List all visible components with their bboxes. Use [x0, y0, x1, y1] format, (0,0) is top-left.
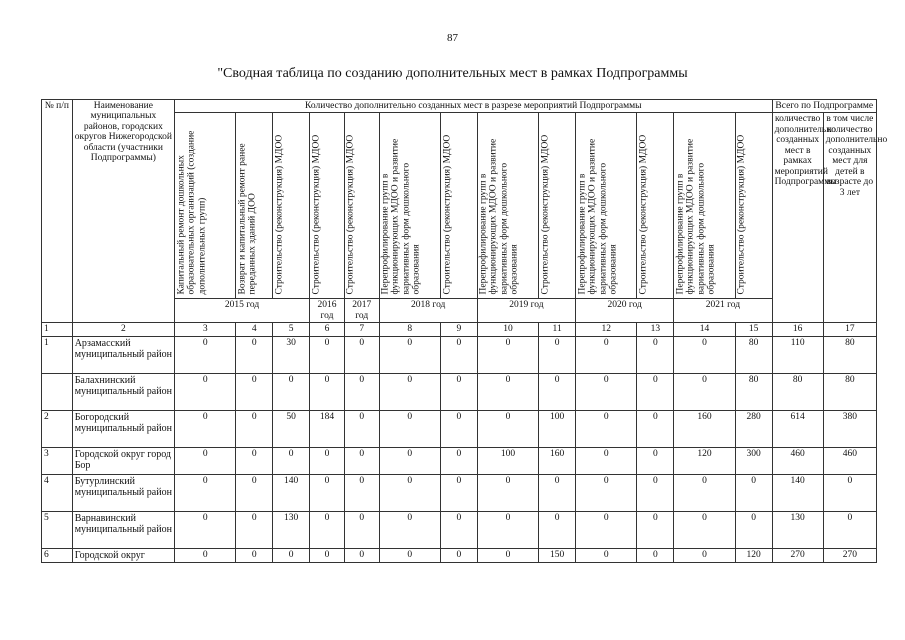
header-measure-14 — [674, 113, 735, 299]
row-value: 270 — [772, 548, 823, 563]
row-value: 100 — [477, 447, 538, 474]
column-number: 7 — [344, 323, 379, 336]
row-index: 1 — [42, 336, 73, 373]
row-value: 0 — [236, 336, 273, 373]
header-measure-label: Перепрофилирование групп в функционирующих МДОО и развитие вариативных форм дошкольного образования — [380, 138, 422, 295]
document-title: "Сводная таблица по созданию дополнительных мест в рамках Подпрограммы — [217, 66, 688, 81]
column-number: 4 — [236, 323, 273, 336]
header-measure-4 — [236, 113, 273, 299]
row-value: 50 — [273, 410, 310, 447]
header-measure-label: Перепрофилирование групп в функционирующих МДОО и развитие вариативных форм дошкольного образования — [478, 138, 521, 295]
page-number: 87 — [447, 32, 458, 44]
column-number: 13 — [637, 323, 674, 336]
row-index: 4 — [42, 474, 73, 511]
row-value: 0 — [477, 474, 538, 511]
row-value: 0 — [441, 410, 478, 447]
header-year: 2021 год — [674, 299, 772, 323]
row-value: 130 — [273, 511, 310, 548]
column-number: 6 — [310, 323, 345, 336]
header-measure-12 — [576, 113, 637, 299]
row-value: 0 — [236, 511, 273, 548]
header-year: 2019 год — [477, 299, 575, 323]
row-value: 80 — [735, 373, 772, 410]
row-value: 0 — [576, 511, 637, 548]
row-value: 184 — [310, 410, 345, 447]
row-value: 0 — [823, 474, 876, 511]
row-value: 110 — [772, 336, 823, 373]
row-value: 0 — [175, 336, 236, 373]
column-number: 10 — [477, 323, 538, 336]
row-value: 0 — [637, 373, 674, 410]
table-row — [42, 474, 877, 511]
row-value: 0 — [344, 447, 379, 474]
row-index: 6 — [42, 548, 73, 563]
row-value: 0 — [539, 474, 576, 511]
row-value: 30 — [273, 336, 310, 373]
row-value: 0 — [236, 410, 273, 447]
row-value: 0 — [637, 548, 674, 563]
row-value: 0 — [477, 410, 538, 447]
row-value: 0 — [379, 548, 440, 563]
row-value: 0 — [674, 511, 735, 548]
row-value: 0 — [175, 474, 236, 511]
row-value: 300 — [735, 447, 772, 474]
row-index — [42, 373, 73, 410]
row-value: 0 — [674, 336, 735, 373]
row-value: 160 — [674, 410, 735, 447]
header-col-name: Наименование муниципальных районов, городских округов Нижегородской области (участники Подпрограммы) — [72, 100, 174, 323]
row-value: 0 — [344, 511, 379, 548]
row-value: 0 — [379, 410, 440, 447]
header-year: 2018 год — [379, 299, 477, 323]
row-value: 0 — [379, 336, 440, 373]
column-number: 16 — [772, 323, 823, 336]
header-measure-5 — [273, 113, 310, 299]
table-row — [42, 410, 877, 447]
row-value: 0 — [674, 373, 735, 410]
header-measure-label: Капитальный ремонт дошкольных образовательных организаций (создание дополнительных групп) — [176, 130, 207, 295]
row-value: 0 — [441, 447, 478, 474]
row-value: 0 — [637, 410, 674, 447]
row-value: 280 — [735, 410, 772, 447]
column-number: 1 — [42, 323, 73, 336]
header-group-title: Количество дополнительно созданных мест в разрезе мероприятий Подпрограммы — [175, 100, 773, 113]
row-value: 0 — [735, 474, 772, 511]
header-year: 2015 год — [175, 299, 310, 323]
row-municipality-name: Балахнинский муниципальный район — [72, 373, 174, 410]
header-row-1 — [42, 100, 877, 113]
row-value: 0 — [674, 548, 735, 563]
column-number: 3 — [175, 323, 236, 336]
row-value: 0 — [236, 373, 273, 410]
row-value: 0 — [236, 447, 273, 474]
row-value: 0 — [310, 474, 345, 511]
row-value: 0 — [539, 511, 576, 548]
row-value: 0 — [576, 548, 637, 563]
header-measure-label: Строительство (реконструкция) МДОО — [540, 134, 551, 295]
row-value: 0 — [477, 548, 538, 563]
row-value: 614 — [772, 410, 823, 447]
row-value: 140 — [273, 474, 310, 511]
row-value: 0 — [273, 447, 310, 474]
header-measure-11 — [539, 113, 576, 299]
row-value: 0 — [539, 336, 576, 373]
row-value: 0 — [379, 474, 440, 511]
row-value: 0 — [576, 336, 637, 373]
column-number: 15 — [735, 323, 772, 336]
row-value: 0 — [310, 447, 345, 474]
header-measure-8 — [379, 113, 440, 299]
row-value: 0 — [344, 548, 379, 563]
row-value: 0 — [379, 447, 440, 474]
row-value: 80 — [735, 336, 772, 373]
row-value: 160 — [539, 447, 576, 474]
header-measure-label: Строительство (реконструкция) МДОО — [311, 134, 322, 295]
header-total-infants: в том числе количество дополнительно созданных мест для детей в возрасте до 3 лет — [823, 113, 876, 323]
header-measure-9 — [441, 113, 478, 299]
table-row — [42, 511, 877, 548]
row-value: 0 — [441, 474, 478, 511]
row-value: 0 — [236, 474, 273, 511]
header-total-count: количество дополнительно созданных мест в рамках мероприятий Подпрограммы — [772, 113, 823, 323]
table-row — [42, 336, 877, 373]
row-value: 0 — [576, 474, 637, 511]
row-value: 0 — [344, 336, 379, 373]
table-row — [42, 548, 877, 563]
row-value: 0 — [477, 336, 538, 373]
row-value: 0 — [576, 447, 637, 474]
row-value: 0 — [823, 511, 876, 548]
row-index: 2 — [42, 410, 73, 447]
row-value: 0 — [273, 548, 310, 563]
row-value: 80 — [823, 373, 876, 410]
row-municipality-name: Варнавинский муниципальный район — [72, 511, 174, 548]
header-measure-6 — [310, 113, 345, 299]
header-measure-10 — [477, 113, 538, 299]
row-value: 0 — [576, 373, 637, 410]
row-value: 0 — [539, 373, 576, 410]
header-col-number: № п/п — [42, 100, 73, 323]
row-value: 0 — [441, 336, 478, 373]
row-value: 0 — [441, 373, 478, 410]
row-value: 0 — [310, 373, 345, 410]
row-value: 0 — [674, 474, 735, 511]
column-number: 17 — [823, 323, 876, 336]
row-value: 0 — [310, 511, 345, 548]
table-row — [42, 447, 877, 474]
row-value: 120 — [735, 548, 772, 563]
row-value: 140 — [772, 474, 823, 511]
row-value: 0 — [344, 373, 379, 410]
row-value: 0 — [379, 511, 440, 548]
row-value: 460 — [823, 447, 876, 474]
row-value: 0 — [310, 548, 345, 563]
row-value: 380 — [823, 410, 876, 447]
row-value: 120 — [674, 447, 735, 474]
row-value: 0 — [637, 447, 674, 474]
row-value: 0 — [576, 410, 637, 447]
column-number: 14 — [674, 323, 735, 336]
row-value: 0 — [344, 410, 379, 447]
header-year: 2016 год — [310, 299, 345, 323]
header-measure-label: Строительство (реконструкция) МДОО — [345, 134, 356, 295]
column-number: 12 — [576, 323, 637, 336]
header-measure-label: Строительство (реконструкция) МДОО — [736, 134, 747, 295]
column-number: 8 — [379, 323, 440, 336]
header-year: 2020 год — [576, 299, 674, 323]
column-number: 5 — [273, 323, 310, 336]
row-value: 0 — [175, 511, 236, 548]
row-municipality-name: Богородский муниципальный район — [72, 410, 174, 447]
row-value: 0 — [441, 511, 478, 548]
header-measure-label: Перепрофилирование групп в функционирующих МДОО и развитие вариативных форм дошкольного образования — [577, 138, 619, 295]
header-measure-7 — [344, 113, 379, 299]
row-municipality-name: Городской округ — [72, 548, 174, 563]
row-value: 0 — [175, 373, 236, 410]
row-value: 0 — [379, 373, 440, 410]
header-total-title: Всего по Подпрограмме — [772, 100, 876, 113]
row-value: 0 — [637, 336, 674, 373]
table-row — [42, 373, 877, 410]
row-value: 0 — [175, 548, 236, 563]
row-value: 0 — [477, 511, 538, 548]
header-column-numbers — [42, 323, 877, 336]
row-value: 100 — [539, 410, 576, 447]
header-measure-13 — [637, 113, 674, 299]
header-measure-label: Перепрофилирование групп в функционирующих МДОО и развитие вариативных форм дошкольного образования — [675, 138, 717, 295]
row-value: 460 — [772, 447, 823, 474]
row-index: 5 — [42, 511, 73, 548]
row-value: 0 — [637, 511, 674, 548]
row-value: 0 — [175, 447, 236, 474]
header-year: 2017 год — [344, 299, 379, 323]
header-measure-label: Строительство (реконструкция) МДОО — [274, 134, 285, 295]
row-value: 0 — [273, 373, 310, 410]
row-value: 150 — [539, 548, 576, 563]
table-body — [42, 336, 877, 563]
row-value: 0 — [441, 548, 478, 563]
row-value: 0 — [236, 548, 273, 563]
header-measure-label: Возврат и капитальный ремонт ранее переданных зданий ДОО — [237, 143, 258, 295]
row-municipality-name: Городской округ город Бор — [72, 447, 174, 474]
row-municipality-name: Арзамасский муниципальный район — [72, 336, 174, 373]
row-value: 130 — [772, 511, 823, 548]
header-measure-3 — [175, 113, 236, 299]
summary-table — [41, 99, 888, 563]
column-number: 11 — [539, 323, 576, 336]
row-value: 0 — [477, 373, 538, 410]
row-value: 0 — [637, 474, 674, 511]
row-value: 80 — [772, 373, 823, 410]
column-number: 9 — [441, 323, 478, 336]
header-measure-label: Строительство (реконструкция) МДОО — [638, 134, 649, 295]
row-value: 270 — [823, 548, 876, 563]
header-measure-15 — [735, 113, 772, 299]
header-measure-label: Строительство (реконструкция) МДОО — [442, 134, 452, 295]
row-value: 0 — [735, 511, 772, 548]
row-value: 0 — [175, 410, 236, 447]
row-value: 0 — [310, 336, 345, 373]
column-number: 2 — [72, 323, 174, 336]
row-value: 80 — [823, 336, 876, 373]
row-value: 0 — [344, 474, 379, 511]
row-index: 3 — [42, 447, 73, 474]
row-municipality-name: Бутурлинский муниципальный район — [72, 474, 174, 511]
